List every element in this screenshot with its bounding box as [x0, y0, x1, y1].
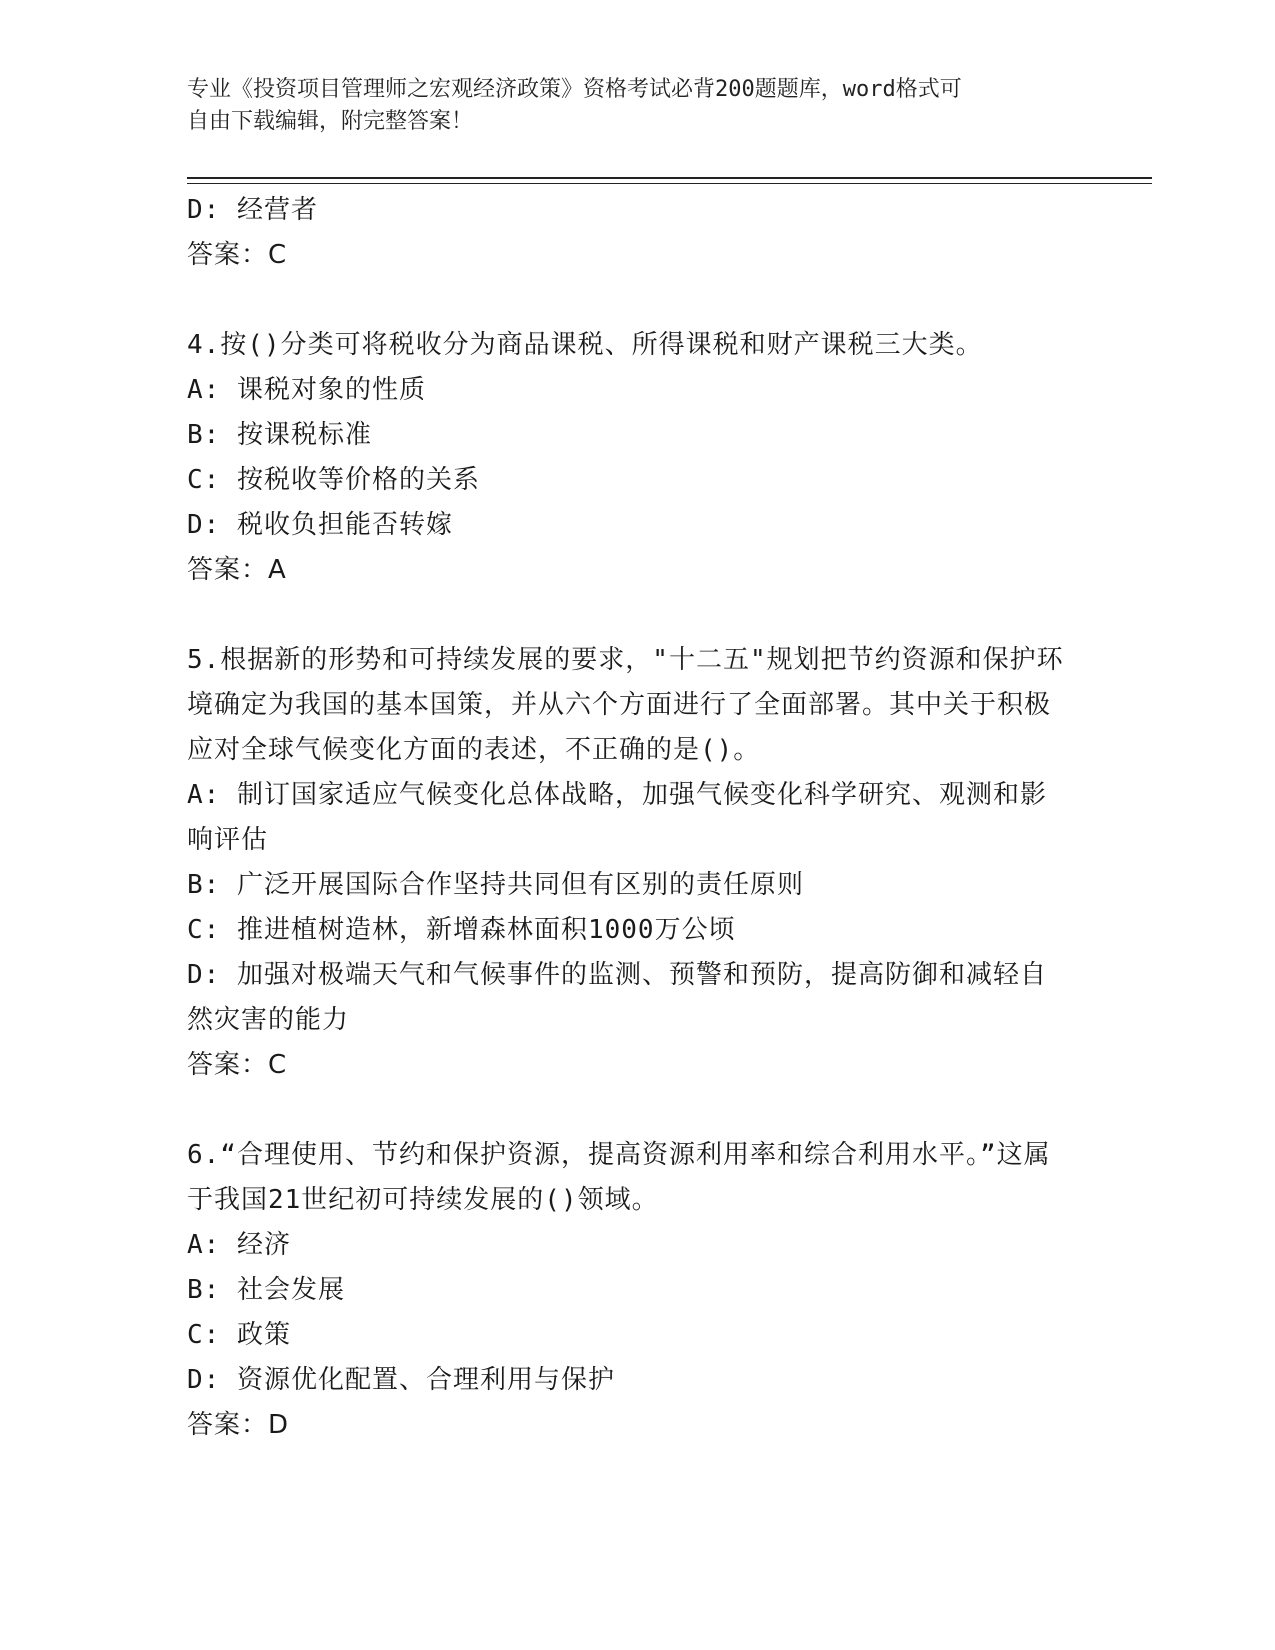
question-4-option-b: B: 按课税标准 [187, 420, 372, 450]
question-5-option-d: D: 加强对极端天气和气候事件的监测、预警和预防，提高防御和减轻自然灾害的能力 [187, 960, 1047, 1035]
question-5-answer: 答案：C [187, 1050, 288, 1080]
question-5-option-c: C: 推进植树造林，新增森林面积1000万公顷 [187, 915, 736, 945]
header-line-1: 专业《投资项目管理师之宏观经济政策》资格考试必背200题题库，word格式可 [187, 77, 962, 102]
question-4-option-a: A: 课税对象的性质 [187, 375, 426, 405]
spacer [187, 593, 1067, 638]
question-6-stem: 6.“合理使用、节约和保护资源，提高资源利用率和综合利用水平。”这属于我国21世纪初可持续发展的()领域。 [187, 1140, 1051, 1215]
question-5-stem: 5.根据新的形势和可持续发展的要求，"十二五"规划把节约资源和保护环境确定为我国的基本国策，并从六个方面进行了全面部署。其中关于积极应对全球气候变化方面的表述，不正确的是()。 [187, 645, 1064, 765]
prev-answer: 答案：C [187, 240, 288, 270]
question-6-answer: 答案：D [187, 1410, 290, 1440]
header-line-2: 自由下载编辑，附完整答案！ [187, 109, 474, 134]
header-rule-thick [187, 177, 1152, 179]
spacer [187, 1088, 1067, 1133]
question-4-option-c: C: 按税收等价格的关系 [187, 465, 480, 495]
prev-option-d: D: 经营者 [187, 195, 318, 225]
question-6-option-b: B: 社会发展 [187, 1275, 345, 1305]
document-header [187, 74, 1067, 138]
question-5-option-a: A: 制订国家适应气候变化总体战略，加强气候变化科学研究、观测和影响评估 [187, 780, 1047, 855]
question-4-stem: 4.按()分类可将税收分为商品课税、所得课税和财产课税三大类。 [187, 330, 983, 360]
question-6-option-a: A: 经济 [187, 1230, 291, 1260]
question-4-option-d: D: 税收负担能否转嫁 [187, 510, 453, 540]
question-4-answer: 答案：A [187, 555, 287, 585]
question-5-option-b: B: 广泛开展国际合作坚持共同但有区别的责任原则 [187, 870, 804, 900]
question-6-option-d: D: 资源优化配置、合理利用与保护 [187, 1365, 615, 1395]
question-content [187, 188, 1067, 1448]
header-rule-thin [187, 183, 1152, 184]
spacer [187, 278, 1067, 323]
question-6-option-c: C: 政策 [187, 1320, 291, 1350]
